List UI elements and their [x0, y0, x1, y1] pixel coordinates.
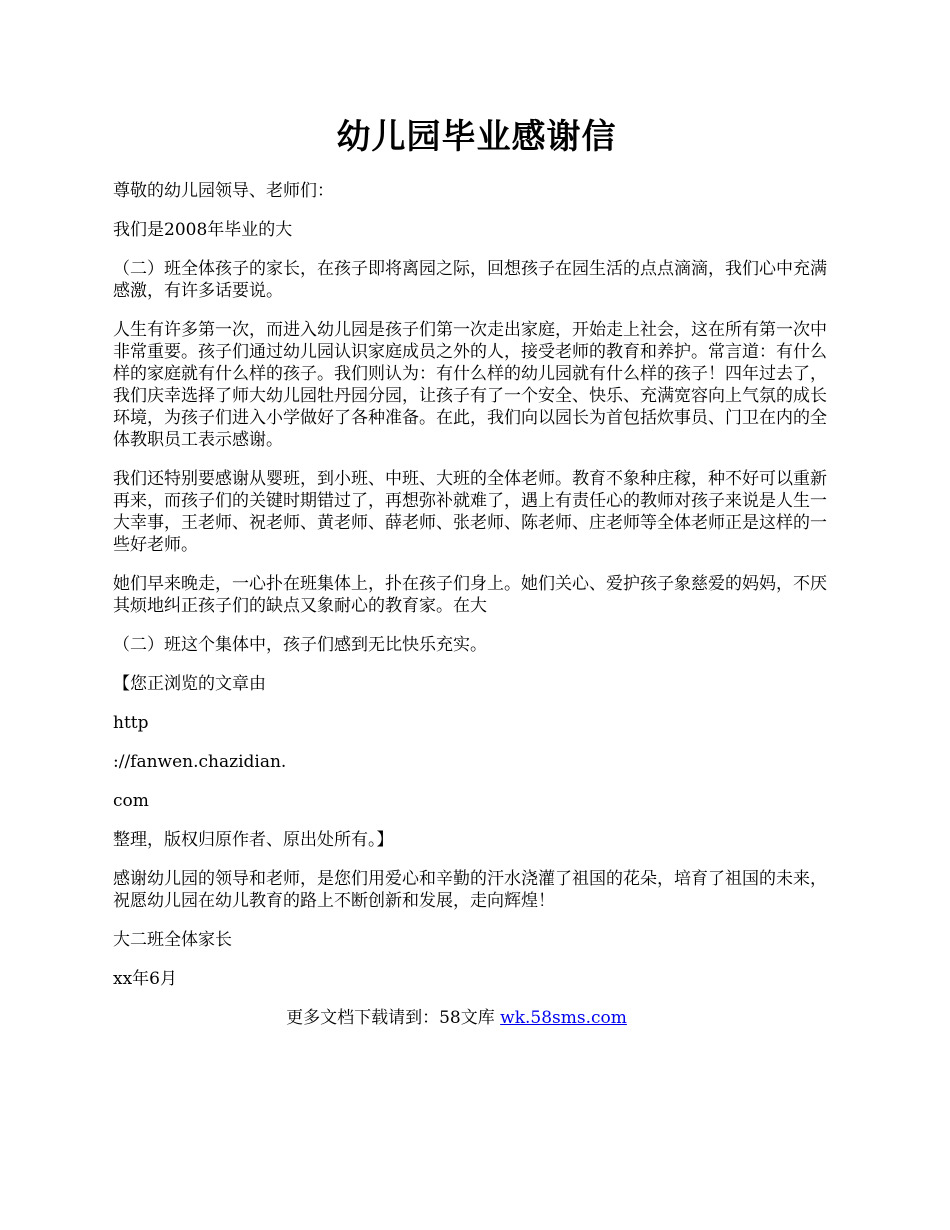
paragraph: 她们早来晚走，一心扑在班集体上，扑在孩子们身上。她们关心、爱护孩子象慈爱的妈妈，不厌其烦地纠正孩子们的缺点又象耐心的教育家。在大 — [113, 574, 827, 616]
source-notice-end: 整理，版权归原作者、原出处所有。】 — [113, 830, 394, 850]
source-url-part: com — [113, 791, 149, 811]
source-notice-start: 【您正浏览的文章由 — [113, 674, 266, 694]
source-url-part: ://fanwen.chazidian. — [113, 752, 287, 772]
date: xx年6月 — [113, 969, 177, 989]
download-footer — [73, 1007, 840, 1029]
document-title: 幼儿园毕业感谢信 — [336, 117, 617, 157]
paragraph: 感谢幼儿园的领导和老师，是您们用爱心和辛勤的汗水浇灌了祖国的花朵，培育了祖国的未来，祝愿幼儿园在幼儿教育的路上不断创新和发展，走向辉煌！ — [113, 869, 827, 911]
paragraph: （二）班这个集体中，孩子们感到无比快乐充实。 — [113, 635, 487, 655]
paragraph: （二）班全体孩子的家长，在孩子即将离园之际，回想孩子在园生活的点点滴滴，我们心中充满感激，有许多话要说。 — [113, 259, 827, 301]
source-url-part: http — [113, 713, 149, 733]
footer-link[interactable]: wk.58sms.com — [500, 1008, 627, 1028]
paragraph: 我们是2008年毕业的大 — [113, 220, 293, 240]
paragraph: 我们还特别要感谢从婴班，到小班、中班、大班的全体老师。教育不象种庄稼，种不好可以重新再来，而孩子们的关键时期错过了，再想弥补就难了，遇上有责任心的教师对孩子来说是人生一大幸事，王老师、祝老师、黄老师、薛老师、张老师、陈老师、庄老师等全体老师正是这样的一些好老师。 — [113, 469, 827, 555]
salutation: 尊敬的幼儿园领导、老师们： — [113, 181, 334, 201]
footer-text: 更多文档下载请到：58文库 — [286, 1008, 501, 1028]
signature: 大二班全体家长 — [113, 930, 232, 950]
document-page — [113, 112, 840, 1029]
paragraph: 人生有许多第一次，而进入幼儿园是孩子们第一次走出家庭，开始走上社会，这在所有第一次中非常重要。孩子们通过幼儿园认识家庭成员之外的人，接受老师的教育和养护。常言道：有什么样的家庭就有什么样的孩子。我们则认为：有什么样的幼儿园就有什么样的孩子！四年过去了，我们庆幸选择了师大幼儿园牡丹园分园，让孩子有了一个安全、快乐、充满宽容向上气氛的成长环境，为孩子们进入小学做好了各种准备。在此，我们向以园长为首包括炊事员、门卫在内的全体教职员工表示感谢。 — [113, 320, 827, 450]
